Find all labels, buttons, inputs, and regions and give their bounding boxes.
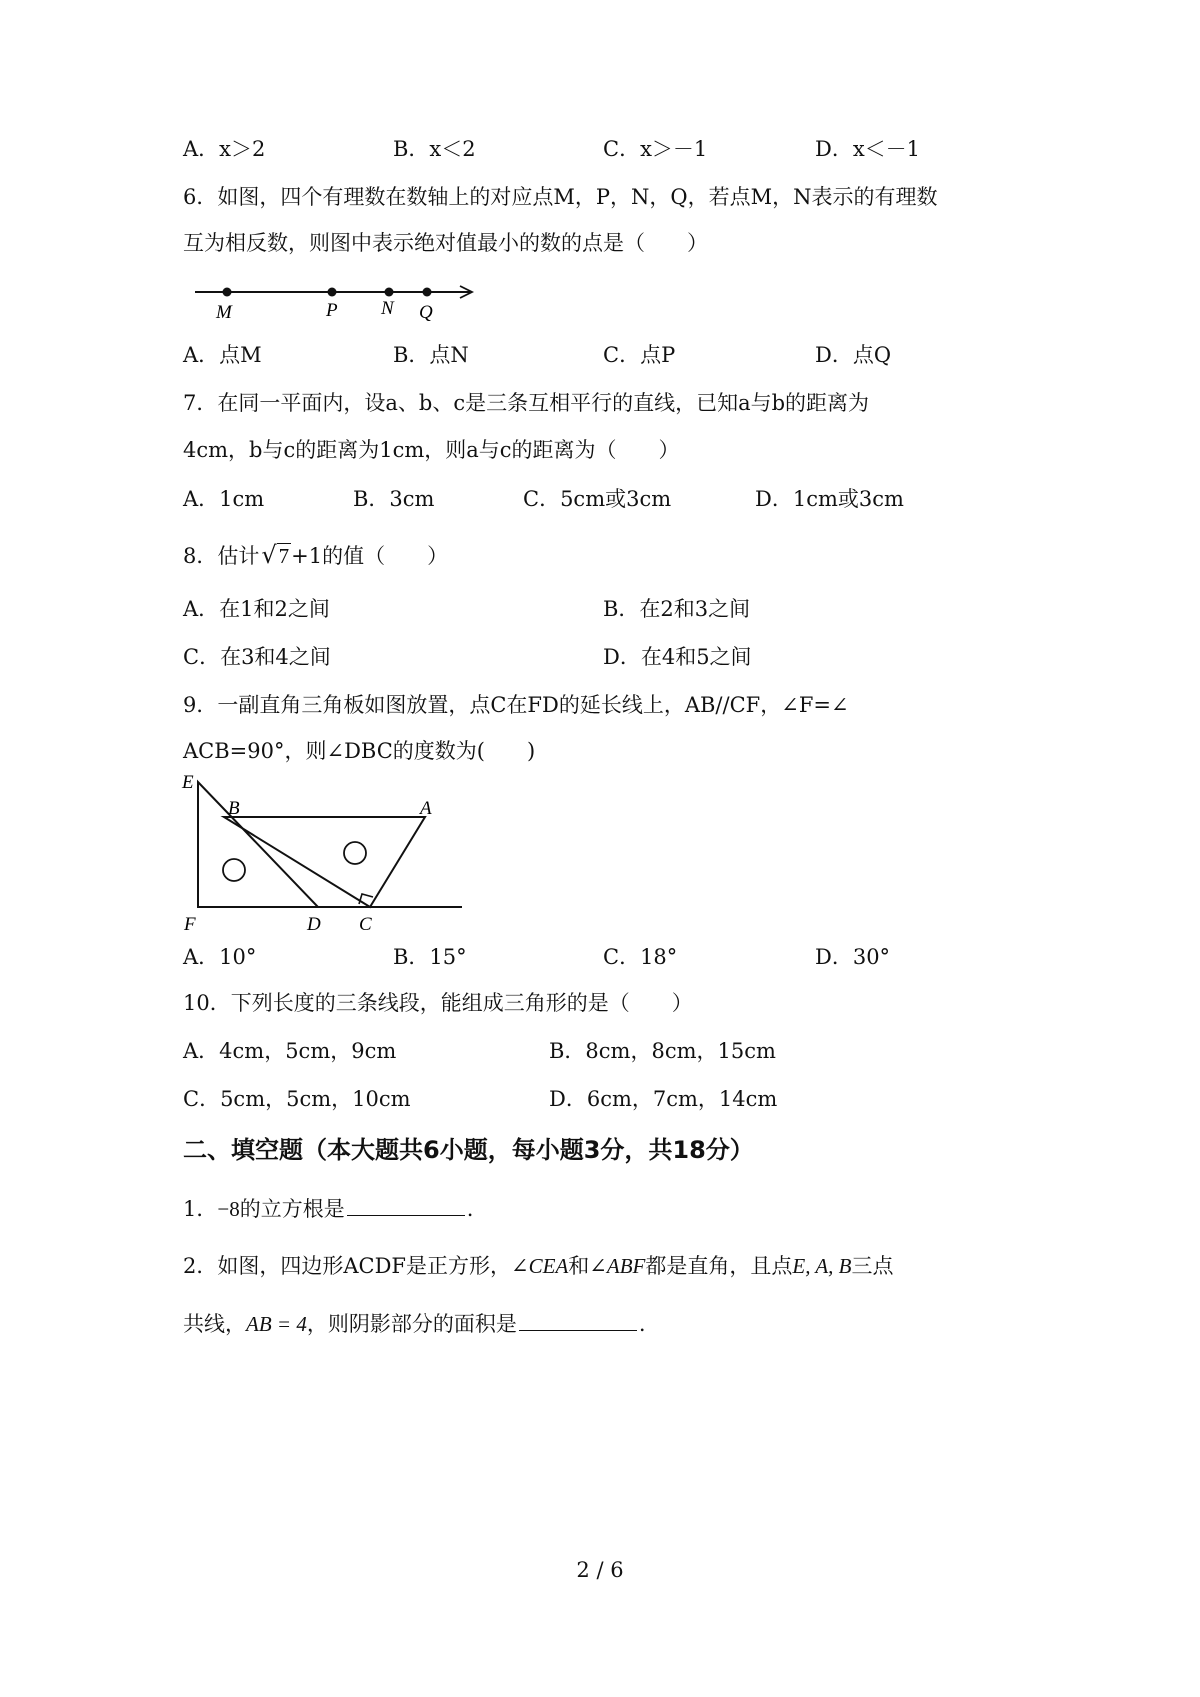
page-number: 2 / 6 <box>576 1558 624 1582</box>
q9-text-line2: ACB=90°，则∠DBC的度数为( ) <box>183 739 536 763</box>
q9-option-d: D．30° <box>815 945 891 969</box>
q9-text-line1: 9．一副直角三角板如图放置，点C在FD的延长线上，AB//CF，∠F=∠ <box>183 693 849 717</box>
points-eab: E, A, B <box>792 1254 852 1278</box>
angle-abf: ∠ABF <box>589 1254 646 1278</box>
q8-option-c: C．在3和4之间 <box>183 645 331 669</box>
label-b: B <box>228 798 240 819</box>
label-a: A <box>420 798 432 819</box>
fill1-text <box>183 1194 473 1224</box>
circle-hole-left <box>223 859 245 881</box>
q6-option-d: D．点Q <box>815 343 892 367</box>
q7-option-b: B．3cm <box>353 487 435 511</box>
q7-option-d: D．1cm或3cm <box>755 487 904 511</box>
label-f: F <box>184 914 196 935</box>
triangle-bac <box>224 817 425 907</box>
sqrt-radicand: 7 <box>278 544 290 568</box>
q5-option-a: A．x＞2 <box>183 137 266 161</box>
fill2-text-a: 2．如图，四边形ACDF是正方形， <box>183 1254 512 1278</box>
label-c: C <box>359 914 372 935</box>
fill2-text-f: ，则阴影部分的面积是 <box>306 1312 517 1336</box>
q5-option-b: B．x＜2 <box>393 137 476 161</box>
q8-option-b: B．在2和3之间 <box>603 597 751 621</box>
label-p: P <box>326 300 338 321</box>
point-p <box>328 288 337 297</box>
circle-hole-right <box>344 842 366 864</box>
q8-option-a: A．在1和2之间 <box>183 597 330 621</box>
angle-cea: ∠CEA <box>511 1254 569 1278</box>
label-q: Q <box>419 302 433 323</box>
fill2-text-e: 共线， <box>183 1312 246 1336</box>
q5-option-c: C．x＞－1 <box>603 137 708 161</box>
q8-prefix: 8．估计 <box>183 544 260 568</box>
label-n: N <box>381 298 394 319</box>
q10-option-a: A．4cm，5cm，9cm <box>183 1039 397 1063</box>
q8-text <box>183 540 448 571</box>
fill2-end: . <box>638 1312 646 1336</box>
number-line-figure <box>190 278 480 323</box>
q9-option-c: C．18° <box>603 945 678 969</box>
fill2-text-line1 <box>183 1251 893 1281</box>
fill1-suffix: 的立方根是 <box>239 1197 345 1221</box>
fill2-text-line2 <box>183 1309 646 1339</box>
q7-text-line1: 7．在同一平面内，设a、b、c是三条互相平行的直线，已知a与b的距离为 <box>183 391 870 415</box>
point-n <box>385 288 394 297</box>
fill1-end: . <box>466 1197 474 1221</box>
fill1-math: −8 <box>217 1197 240 1221</box>
section-title-fill-in: 二、填空题（本大题共6小题，每小题3分，共18分） <box>183 1136 754 1164</box>
label-m: M <box>216 302 232 323</box>
sqrt-symbol: √7 <box>261 541 290 569</box>
fill1-prefix: 1． <box>183 1197 218 1221</box>
q8-option-d: D．在4和5之间 <box>603 645 752 669</box>
label-d: D <box>307 914 321 935</box>
fill1-answer-blank <box>347 1195 465 1216</box>
q6-option-a: A．点M <box>183 343 262 367</box>
q6-option-b: B．点N <box>393 343 469 367</box>
fill2-text-c: 都是直角，且点 <box>645 1254 793 1278</box>
label-e: E <box>182 772 194 793</box>
point-q <box>423 288 432 297</box>
q7-option-c: C．5cm或3cm <box>523 487 672 511</box>
fill2-text-b: 和 <box>568 1254 590 1278</box>
fill2-text-d: 三点 <box>851 1254 894 1278</box>
triangle-rulers-figure <box>180 770 470 935</box>
q10-option-d: D．6cm，7cm，14cm <box>549 1087 778 1111</box>
q6-text-line1: 6．如图，四个有理数在数轴上的对应点M，P，N，Q，若点M，N表示的有理数 <box>183 185 938 209</box>
fill2-answer-blank <box>519 1310 637 1331</box>
q10-option-b: B．8cm，8cm，15cm <box>549 1039 776 1063</box>
triangle-efd <box>198 782 318 907</box>
q6-option-c: C．点P <box>603 343 676 367</box>
q7-text-line2: 4cm，b与c的距离为1cm，则a与c的距离为（ ） <box>183 438 680 462</box>
q9-option-a: A．10° <box>183 945 257 969</box>
q9-option-b: B．15° <box>393 945 467 969</box>
q5-option-d: D．x＜－1 <box>815 137 921 161</box>
q8-suffix: +1的值（ ） <box>291 544 449 568</box>
q10-option-c: C．5cm，5cm，10cm <box>183 1087 411 1111</box>
equation-ab: AB = 4 <box>246 1312 307 1336</box>
q6-text-line2: 互为相反数，则图中表示绝对值最小的数的点是（ ） <box>183 231 708 255</box>
q10-text: 10．下列长度的三条线段，能组成三角形的是（ ） <box>183 991 693 1015</box>
q7-option-a: A．1cm <box>183 487 265 511</box>
point-m <box>223 288 232 297</box>
